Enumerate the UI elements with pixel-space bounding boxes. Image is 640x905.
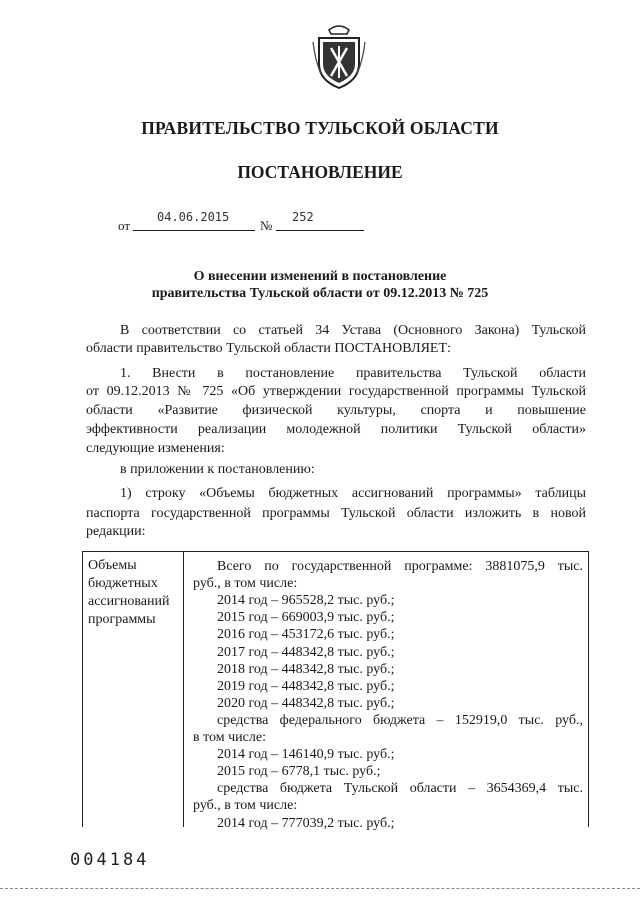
number-prefix: № (260, 218, 273, 233)
table-value-line: 2017 год – 448342,8 тыс. руб.; (217, 644, 395, 660)
table-value-line: 2015 год – 6778,1 тыс. руб.; (217, 764, 381, 780)
date-underline (133, 230, 255, 231)
table-value-line: 2016 год – 453172,6 тыс. руб.; (217, 627, 395, 643)
paragraph-line: паспорта государственной программы Тульской области изложить в новой (86, 506, 586, 521)
paragraph-line: эффективности реализации молодежной политики Тульской области» (86, 422, 586, 437)
date-prefix: от (118, 218, 131, 233)
table-column-divider (183, 552, 184, 827)
coat-of-arms-emblem (311, 20, 367, 90)
table-value-line: Всего по государственной программе: 3881075,9 тыс. (217, 559, 583, 574)
table-label-line: Объемы (88, 558, 137, 573)
table-value-line: 2014 год – 777039,2 тыс. руб.; (217, 815, 395, 831)
table-value-line: средства федерального бюджета – 152919,0 тыс. руб., (217, 712, 583, 728)
table-value-line: в том числе: (193, 730, 266, 745)
table-value-line: руб., в том числе: (193, 576, 298, 592)
table-label-line: ассигнований (88, 594, 170, 609)
document-number: 252 (292, 210, 314, 224)
paragraph-line: В соответствии со статьей 34 Устава (Основного Закона) Тульской (120, 323, 586, 338)
paragraph-line: следующие изменения: (86, 441, 225, 456)
subject-line: правительства Тульской области от 09.12.2013 № 725 (151, 286, 489, 301)
table-label-line: бюджетных (88, 576, 158, 591)
document-type-title: ПОСТАНОВЛЕНИЕ (237, 162, 403, 182)
paragraph-line: области правительство Тульской области ПОСТАНОВЛЯЕТ: (86, 341, 451, 356)
paragraph-line: 1. Внести в постановление правительства Тульской области (120, 366, 586, 381)
number-underline (276, 230, 364, 231)
table-label-line: программы (88, 612, 156, 627)
table-value-line: средства бюджета Тульской области – 3654369,4 тыс. (217, 781, 583, 797)
table-value-line: 2018 год – 448342,8 тыс. руб.; (217, 661, 395, 677)
paragraph-line: редакции: (86, 524, 146, 539)
document-date: 04.06.2015 (157, 210, 230, 224)
serial-number: 004184 (70, 850, 150, 870)
page-edge-divider (0, 885, 640, 889)
table-value-line: 2019 год – 448342,8 тыс. руб.; (217, 678, 395, 694)
paragraph-line: от 09.12.2013 № 725 «Об утверждении государственной программы Тульской (86, 384, 586, 399)
table-value-line: руб., в том числе: (193, 798, 298, 814)
government-title: ПРАВИТЕЛЬСТВО ТУЛЬСКОЙ ОБЛАСТИ (141, 118, 499, 138)
document-subject (0, 268, 640, 302)
table-value-line: 2014 год – 146140,9 тыс. руб.; (217, 747, 395, 763)
table-value-line: 2015 год – 669003,9 тыс. руб.; (217, 610, 395, 626)
table-value-line: 2020 год – 448342,8 тыс. руб.; (217, 695, 395, 711)
paragraph-line: области «Развитие физической культуры, спорта и повышение (86, 403, 586, 418)
table-row-label (88, 557, 183, 629)
paragraph-line: в приложении к постановлению: (120, 462, 315, 477)
table-value-line: 2014 год – 965528,2 тыс. руб.; (217, 593, 395, 609)
paragraph-line: 1) строку «Объемы бюджетных ассигнований программы» таблицы (120, 486, 586, 501)
subject-line: О внесении изменений в постановление (193, 269, 447, 284)
